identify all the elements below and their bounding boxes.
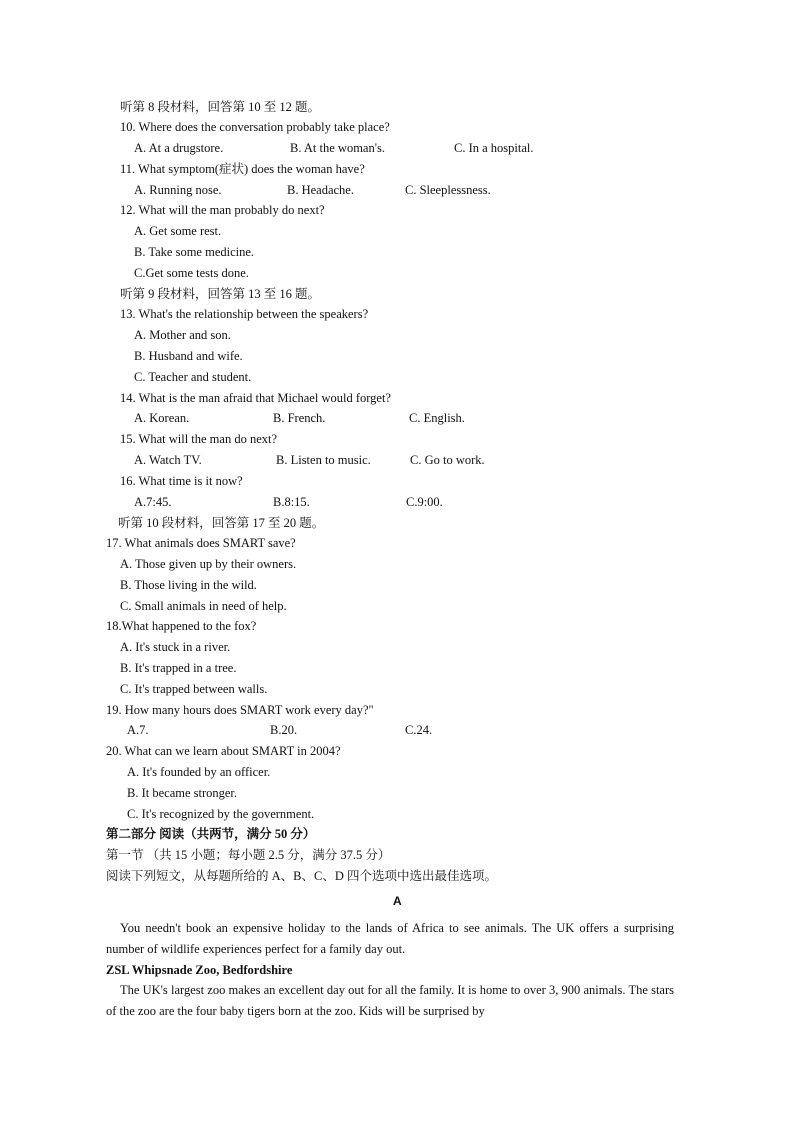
q14-option-c: C. English.: [409, 411, 465, 425]
question-14: 14. What is the man afraid that Michael would forget?: [120, 391, 391, 405]
q16-option-b: B.8:15.: [273, 495, 310, 509]
q14-option-b: B. French.: [273, 411, 326, 425]
passage-intro-text: You needn't book an expensive holiday to the lands of Africa to see animals. The UK offers a surprising number of wildlife experiences perfect for a family day out.: [106, 921, 674, 956]
q17-option-b: B. Those living in the wild.: [120, 578, 257, 592]
q18-option-b: B. It's trapped in a tree.: [120, 661, 237, 675]
q12-option-b: B. Take some medicine.: [134, 245, 255, 259]
q15-option-a: A. Watch TV.: [134, 453, 202, 467]
q16-option-c: C.9:00.: [406, 495, 443, 509]
passage-intro: [106, 918, 674, 960]
q11-option-c: C. Sleeplessness.: [405, 183, 491, 197]
q18-option-c: C. It's trapped between walls.: [120, 682, 268, 696]
question-15: 15. What will the man do next?: [120, 432, 278, 446]
q10-option-a: A. At a drugstore.: [134, 141, 224, 155]
question-13: 13. What's the relationship between the speakers?: [120, 307, 369, 321]
question-18: 18.What happened to the fox?: [106, 619, 257, 633]
q20-option-b: B. It became stronger.: [127, 786, 238, 800]
passage-letter: A: [393, 894, 402, 908]
q17-option-c: C. Small animals in need of help.: [120, 599, 287, 613]
question-10: 10. Where does the conversation probably take place?: [120, 120, 390, 134]
zoo-heading: ZSL Whipsnade Zoo, Bedfordshire: [106, 963, 293, 977]
q20-option-a: A. It's founded by an officer.: [127, 765, 271, 779]
reading-section-title: 第一节 （共 15 小题；每小题 2.5 分，满分 37.5 分）: [106, 848, 391, 862]
q13-option-c: C. Teacher and student.: [134, 370, 252, 384]
q20-option-c: C. It's recognized by the government.: [127, 807, 315, 821]
q12-option-a: A. Get some rest.: [134, 224, 222, 238]
q17-option-a: A. Those given up by their owners.: [120, 557, 297, 571]
q15-option-b: B. Listen to music.: [276, 453, 371, 467]
q16-option-a: A.7:45.: [134, 495, 172, 509]
section-9-heading: 听第 9 段材料，回答第 13 至 16 题。: [120, 287, 321, 301]
q12-option-c: C.Get some tests done.: [134, 266, 249, 280]
q15-option-c: C. Go to work.: [410, 453, 485, 467]
q13-option-a: A. Mother and son.: [134, 328, 231, 342]
section-10-heading: 听第 10 段材料，回答第 17 至 20 题。: [118, 516, 325, 530]
q11-option-a: A. Running nose.: [134, 183, 222, 197]
q18-option-a: A. It's stuck in a river.: [120, 640, 231, 654]
q14-option-a: A. Korean.: [134, 411, 190, 425]
reading-part-title: 第二部分 阅读（共两节，满分 50 分）: [106, 827, 316, 841]
question-11: 11. What symptom(症状) does the woman have?: [120, 162, 365, 176]
question-19: 19. How many hours does SMART work every day?": [106, 703, 374, 717]
zoo-paragraph: [106, 980, 674, 1022]
q19-option-a: A.7.: [127, 723, 149, 737]
q13-option-b: B. Husband and wife.: [134, 349, 243, 363]
q10-option-c: C. In a hospital.: [454, 141, 534, 155]
q11-option-b: B. Headache.: [287, 183, 354, 197]
q19-option-c: C.24.: [405, 723, 433, 737]
section-8-heading: 听第 8 段材料，回答第 10 至 12 题。: [120, 100, 321, 114]
question-16: 16. What time is it now?: [120, 474, 243, 488]
q10-option-b: B. At the woman's.: [290, 141, 385, 155]
question-20: 20. What can we learn about SMART in 2004?: [106, 744, 341, 758]
question-12: 12. What will the man probably do next?: [120, 203, 325, 217]
question-17: 17. What animals does SMART save?: [106, 536, 296, 550]
reading-instruction: 阅读下列短文，从每题所给的 A、B、C、D 四个选项中选出最佳选项。: [106, 869, 497, 883]
q19-option-b: B.20.: [270, 723, 298, 737]
zoo-paragraph-text: The UK's largest zoo makes an excellent day out for all the family. It is home to over 3, 900 animals. The stars of the zoo are the four baby tigers born at the zoo. Kids will be surprised by: [106, 983, 674, 1018]
